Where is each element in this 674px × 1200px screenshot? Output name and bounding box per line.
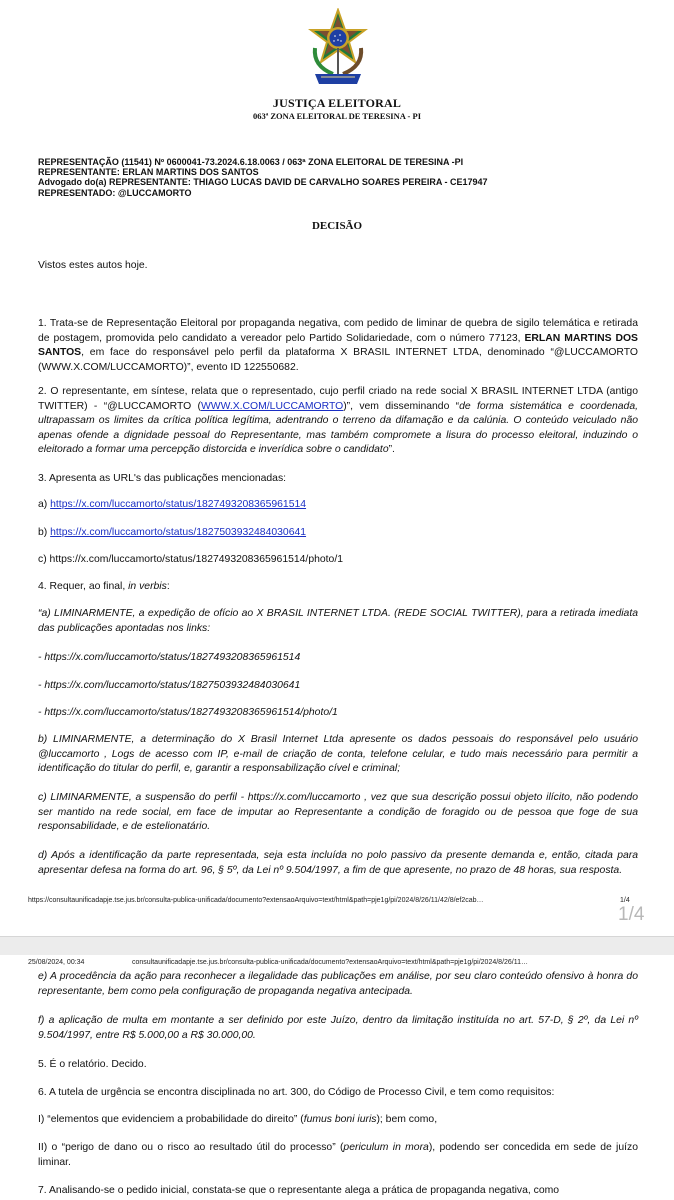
paragraph-6: 6. A tutela de urgência se encontra disciplinada no art. 300, do Código de Processo Civil, e tem como requisitos: xyxy=(38,1087,555,1098)
paragraph-1: 1. Trata-se de Representação Eleitoral por propaganda negativa, com pedido de liminar de quebra de sigilo telemática e retirada de postagem, promovida pelo candidato a vereador pelo Partido Solidariedade, com o número 77123, ERLAN MARTINS DOS SANTOS, em face do responsável pelo perfil da plataforma X BRASIL INTERNET LTDA, denominado “@LUCCAMORTO (WWW.X.COM/LUCCAMORTO)”, evento ID 122550682. xyxy=(38,318,638,373)
request-c: c) LIMINARMENTE, a suspensão do perfil - https://x.com/luccamorto , vez que sua descrição possui objeto ilícito, não podendo ser mantido na rede social, em face de imputar ao Representante a condição de foragido ou de pessoa que foge de sua responsabilidade, e de estelionatário. xyxy=(38,792,638,832)
requirement-2: II) o “perigo de dano ou o risco ao resultado útil do processo” (periculum in mora), podendo ser concedida em sede de juízo liminar. xyxy=(38,1142,638,1168)
case-number: REPRESENTAÇÃO (11541) Nº 0600041-73.2024.6.18.0063 / 063ª ZONA ELEITORAL DE TERESINA -PI xyxy=(38,157,464,167)
document-page-2 xyxy=(0,955,674,1200)
footer-url: https://consultaunificadapje.tse.jus.br/consulta-publica-unificada/documento?extensaoArquivo=text/html&path=pje1g/pi/2024/8/26/11/42/8/ef2cab… xyxy=(28,897,484,904)
request-d: d) Após a identificação da parte representada, seja esta incluída no polo passivo da presente demanda e, então, citada para apresentar defesa na forma do art. 96, § 5º, da Lei nº 9.504/1997, a fim de que apresente, no prazo de 48 horas, sua resposta. xyxy=(38,850,638,876)
url-item-c: c) https://x.com/luccamorto/status/1827493208365961514/photo/1 xyxy=(38,554,343,565)
decision-title: DECISÃO xyxy=(311,220,363,232)
intro-paragraph: Vistos estes autos hoje. xyxy=(38,260,148,271)
request-link-1: - https://x.com/luccamorto/status/1827493208365961514 xyxy=(38,652,301,663)
url-b-link[interactable]: https://x.com/luccamorto/status/1827503932484030641 xyxy=(50,527,307,538)
request-f: f) a aplicação de multa em montante a ser definido por este Juízo, dentro da limitação instituída no art. 57-D, § 2º, da Lei nº 9.504/1997, entre R$ 5.000,00 a R$ 30.000,00. xyxy=(38,1015,638,1041)
request-link-3: - https://x.com/luccamorto/status/1827493208365961514/photo/1 xyxy=(38,707,338,718)
request-a: “a) LIMINARMENTE, a expedição de ofício ao X BRASIL INTERNET LTDA. (REDE SOCIAL TWITTER), para a retirada imediata das publicações apontadas nos links: xyxy=(38,608,638,634)
url-a-link[interactable]: https://x.com/luccamorto/status/1827493208365961514 xyxy=(50,499,307,510)
url-item-a: a) https://x.com/luccamorto/status/1827493208365961514 xyxy=(38,499,307,510)
request-e: e) A procedência da ação para reconhecer a ilegalidade das publicações em análise, por seu claro conteúdo ofensivo à honra do representante, bem como pela configuração de propaganda negativa antecipada. xyxy=(38,971,638,997)
case-info-block xyxy=(38,157,648,198)
paragraph-5: 5. É o relatório. Decido. xyxy=(38,1059,147,1070)
print-timestamp: 25/08/2024, 00:34 xyxy=(28,959,85,966)
paragraph-3: 3. Apresenta as URL's das publicações mencionadas: xyxy=(38,473,287,484)
quoted-allegation: de forma sistemática e coordenada, ultrapassam os limites da crítica política legítima, adentrando o terreno da difamação e da calúnia. O conteúdo veiculado não apenas ofende a dignidade pessoal do Representante, mas também compromete a lisura do processo eleitoral, induzindo o eleitorado a formar uma percepção distorcida e inverídica sobre o candidato xyxy=(38,400,639,455)
requirement-1: I) “elementos que evidenciem a probabilidade do direito” (fumus boni iuris); bem como, xyxy=(38,1114,438,1125)
print-header-url: consultaunificadapje.tse.jus.br/consulta-publica-unificada/documento?extensaoArquivo=text/html&path=pje1g/pi/2024/8/26/11… xyxy=(132,959,529,966)
electoral-zone-heading: 063ª ZONA ELEITORAL DE TERESINA - PI xyxy=(252,111,422,121)
footer-page-number: 1/4 xyxy=(620,897,630,904)
institution-heading: JUSTIÇA ELEITORAL xyxy=(272,96,402,110)
request-link-2: - https://x.com/luccamorto/status/1827503932484030641 xyxy=(38,680,301,691)
request-b: b) LIMINARMENTE, a determinação do X Brasil Internet Ltda apresente os dados pessoais do responsável pelo usuário @luccamorto , Logs de acesso com IP, e-mail de criação de conta, telefone celular, e tudo mais necessário para permitir a identificação do titular do perfil, e, garantir a responsabilização cível e criminal; xyxy=(38,734,638,774)
page-separator xyxy=(0,936,674,956)
paragraph-7: 7. Analisando-se o pedido inicial, constata-se que o representante alega a prática de propaganda negativa, como xyxy=(38,1185,560,1196)
viewer-page-counter: 1/4 xyxy=(618,904,645,925)
url-item-b: b) https://x.com/luccamorto/status/1827503932484030641 xyxy=(38,527,307,538)
paragraph-2: 2. O representante, em síntese, relata que o representado, cujo perfil criado na rede social X BRASIL INTERNET LTDA (antigo TWITTER) - “@LUCCAMORTO (WWW.X.COM/LUCCAMORTO)”, vem disseminando “de forma sistemática e coordenada, ultrapassam os limites da crítica política legítima, adentrando o terreno da difamação e da calúnia. O conteúdo veiculado não apenas ofende a dignidade pessoal do Representante, mas também compromete a lisura do processo eleitoral, induzindo o eleitorado a formar uma percepção distorcida e inverídica sobre o candidato”. xyxy=(38,386,639,455)
case-lawyer: Advogado do(a) REPRESENTANTE: THIAGO LUCAS DAVID DE CARVALHO SOARES PEREIRA - CE17947 xyxy=(38,177,488,188)
profile-link[interactable]: WWW.X.COM/LUCCAMORTO xyxy=(201,400,344,412)
plaintiff-name: ERLAN MARTINS DOS SANTOS xyxy=(38,332,638,358)
brazil-coat-of-arms-emblem xyxy=(307,8,369,88)
case-plaintiff: REPRESENTANTE: ERLAN MARTINS DOS SANTOS xyxy=(38,167,259,178)
paragraph-4: 4. Requer, ao final, in verbis: xyxy=(38,581,170,592)
case-defendant: REPRESENTADO: @LUCCAMORTO xyxy=(38,187,192,198)
